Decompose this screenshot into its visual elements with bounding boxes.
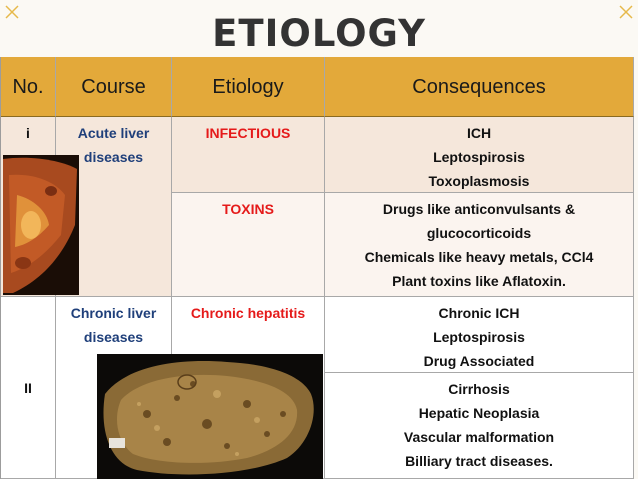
consequences-infectious: [325, 117, 634, 193]
consequence-item: Drugs like anticonvulsants &: [382, 201, 576, 217]
header-no: No.: [1, 57, 56, 117]
consequences-toxins: [325, 193, 634, 297]
consequence-item: Billiary tract diseases.: [405, 453, 553, 469]
course-line: Acute liver: [77, 125, 150, 141]
consequence-item: Chronic ICH: [438, 305, 520, 321]
row-chronic-no: II: [1, 297, 56, 479]
consequence-item: Drug Associated: [423, 353, 535, 369]
cirrhotic-liver-photo: [97, 354, 323, 479]
etiology-infectious: INFECTIOUS: [172, 117, 325, 193]
etiology-chronic-hepatitis: Chronic hepatitis: [172, 297, 325, 479]
consequence-item: Hepatic Neoplasia: [418, 405, 540, 421]
course-line: diseases: [83, 149, 144, 165]
header-etiology: Etiology: [172, 57, 325, 117]
header-consequences: Consequences: [325, 57, 634, 117]
consequence-item: glucocorticoids: [426, 225, 532, 241]
consequence-item: Leptospirosis: [433, 149, 525, 165]
etiology-toxins: TOXINS: [172, 193, 325, 297]
course-line: diseases: [83, 329, 144, 345]
acute-liver-photo: [3, 155, 79, 295]
consequence-item: Leptospirosis: [433, 329, 525, 345]
consequence-item: Chemicals like heavy metals, CCl4: [364, 249, 594, 265]
consequence-item: Vascular malformation: [403, 429, 555, 445]
consequence-item: Plant toxins like Aflatoxin.: [392, 273, 566, 289]
course-line: Chronic liver: [70, 305, 157, 321]
header-course: Course: [56, 57, 172, 117]
consequence-item: ICH: [466, 125, 492, 141]
slide-title: ETIOLOGY: [212, 12, 426, 55]
row-acute-no: i: [1, 117, 56, 297]
etiology-table: [0, 57, 634, 479]
consequence-item: Toxoplasmosis: [428, 173, 530, 189]
consequences-chronic-b: [325, 373, 634, 479]
consequence-item: Cirrhosis: [448, 381, 510, 397]
consequences-chronic-a: [325, 297, 634, 373]
